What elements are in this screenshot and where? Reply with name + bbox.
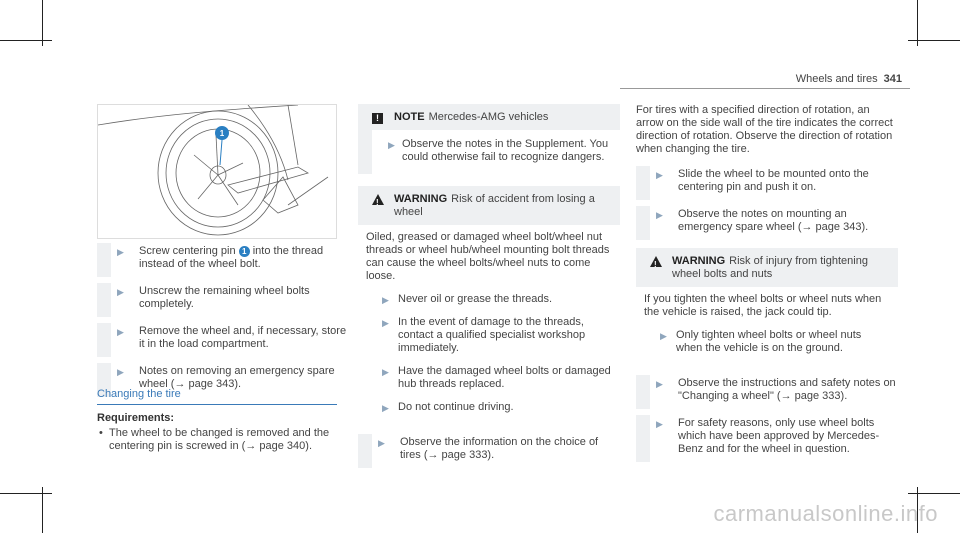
instruction-step (366, 316, 612, 355)
running-header (796, 73, 902, 85)
step-bar (97, 323, 111, 357)
step-arrow-icon: ▶ (656, 419, 663, 429)
warning-text: If you tighten the wheel bolts or wheel nuts when the vehicle is raised, the jack could tip. (644, 293, 882, 318)
crop-mark (908, 493, 960, 494)
step-text: Have the damaged wheel bolts or damaged hub threads replaced. (398, 365, 611, 390)
warning-icon: ! (650, 256, 662, 267)
step-arrow-icon: ▶ (382, 403, 389, 413)
instruction-step (366, 293, 612, 306)
intro-paragraph: For tires with a specified direction of rotation, an arrow on the side wall of the tire indicates the correct direction of rotation. Observe the direction of rotation when changing the tire. (636, 104, 893, 155)
page-number: 341 (883, 73, 902, 85)
column-3 (636, 104, 898, 470)
warning-header (636, 248, 898, 287)
step-text: Never oil or grease the threads. (398, 293, 553, 305)
notice-icon: ! (372, 113, 383, 124)
notice-box (358, 104, 620, 174)
instruction-step (97, 285, 352, 311)
step-arrow-icon: ▶ (656, 170, 663, 180)
watermark: carmanualsonline.info (713, 501, 938, 526)
warning-box (636, 248, 898, 365)
step-bar (97, 243, 111, 277)
step-text: Slide the wheel to be mounted onto the centering pin and push it on. (678, 168, 869, 193)
step-text: Only tighten wheel bolts or wheel nuts when the vehicle is on the ground. (676, 329, 862, 354)
notice-text: Mercedes-AMG vehicles (428, 111, 549, 123)
requirement-item: • The wheel to be changed is removed and the centering pin is screwed in (→ page 340). (97, 427, 347, 453)
instruction-step (636, 168, 898, 194)
instruction-step (388, 138, 612, 164)
instruction-step (358, 436, 620, 462)
crop-mark (0, 493, 52, 494)
section-name: Wheels and tires (795, 73, 878, 85)
crop-mark (0, 40, 52, 41)
instruction-step (636, 417, 898, 456)
requirements (97, 412, 347, 453)
step-arrow-icon: ▶ (382, 367, 389, 377)
wheel-drawing (98, 105, 337, 239)
warning-title: Risk of accident from losing a wheel (394, 193, 595, 218)
warning-title: Risk of injury from tightening wheel bolts and nuts (672, 255, 868, 280)
step-arrow-icon: ▶ (382, 318, 389, 328)
step-arrow-icon: ▶ (117, 247, 124, 257)
notice-body (358, 130, 620, 174)
warning-body (358, 225, 620, 424)
step-bar (636, 166, 650, 200)
warning-label: WARNING (672, 255, 726, 267)
step-bar (636, 375, 650, 409)
crop-mark (908, 40, 960, 41)
step-bar (97, 283, 111, 317)
instruction-step (97, 245, 352, 271)
callout-badge: 1 (239, 246, 250, 257)
instruction-step (366, 401, 612, 414)
warning-label: WARNING (394, 193, 448, 205)
step-arrow-icon: ▶ (656, 379, 663, 389)
callout-label: 1 (219, 129, 225, 138)
step-bar (358, 434, 372, 468)
requirements-label: Requirements: (97, 412, 175, 424)
step-bar (636, 415, 650, 462)
step-text: Notes on removing an emergency spare wheel (→ page 343). (139, 365, 335, 390)
step-text: Observe the notes in the Supplement. You could otherwise fail to recognize dangers. (402, 138, 609, 163)
instruction-step (366, 365, 612, 391)
step-text: For safety reasons, only use wheel bolts which have been approved by Mercedes-Benz and for the wheel in question. (678, 417, 880, 455)
step-text: In the event of damage to the threads, contact a qualified specialist workshop immediately. (398, 316, 586, 354)
notice-label: NOTE (394, 111, 425, 123)
step-text: into the thread instead of the wheel bolt. (139, 245, 324, 270)
step-text: Observe the instructions and safety notes on "Changing a wheel" (→ page 333). (678, 377, 896, 402)
warning-icon: ! (372, 194, 384, 205)
step-arrow-icon: ▶ (656, 210, 663, 220)
warning-body (636, 287, 898, 365)
header-rule (620, 88, 910, 89)
wheel-illustration (97, 104, 337, 239)
step-arrow-icon: ▶ (378, 438, 385, 448)
step-text: Remove the wheel and, if necessary, store it in the load compartment. (139, 325, 347, 350)
instruction-step (644, 329, 890, 355)
column-2 (358, 104, 620, 476)
notice-header (358, 104, 620, 130)
step-arrow-icon: ▶ (117, 327, 124, 337)
warning-text: Oiled, greased or damaged wheel bolt/wheel nut threads or wheel hub/wheel mounting bolt threads can cause the wheel bolts/wheel nuts to come loose. (366, 231, 610, 282)
section-title: Changing the tire (97, 388, 337, 405)
step-arrow-icon: ▶ (117, 287, 124, 297)
step-arrow-icon: ▶ (382, 295, 389, 305)
step-text: Do not continue driving. (398, 401, 514, 413)
instruction-step (636, 208, 898, 234)
instruction-step (636, 377, 898, 403)
step-text: Unscrew the remaining wheel bolts completely. (139, 285, 310, 310)
step-text: Observe the information on the choice of tires (→ page 333). (400, 436, 599, 461)
step-arrow-icon: ▶ (388, 140, 395, 150)
column-1 (97, 245, 352, 405)
instruction-step (97, 325, 352, 351)
step-arrow-icon: ▶ (660, 331, 667, 341)
step-bar (636, 206, 650, 240)
step-arrow-icon: ▶ (117, 367, 124, 377)
step-text: Screw centering pin (139, 245, 239, 257)
warning-header (358, 186, 620, 225)
warning-box (358, 186, 620, 424)
step-text: Observe the notes on mounting an emergency spare wheel (→ page 343). (678, 208, 869, 233)
